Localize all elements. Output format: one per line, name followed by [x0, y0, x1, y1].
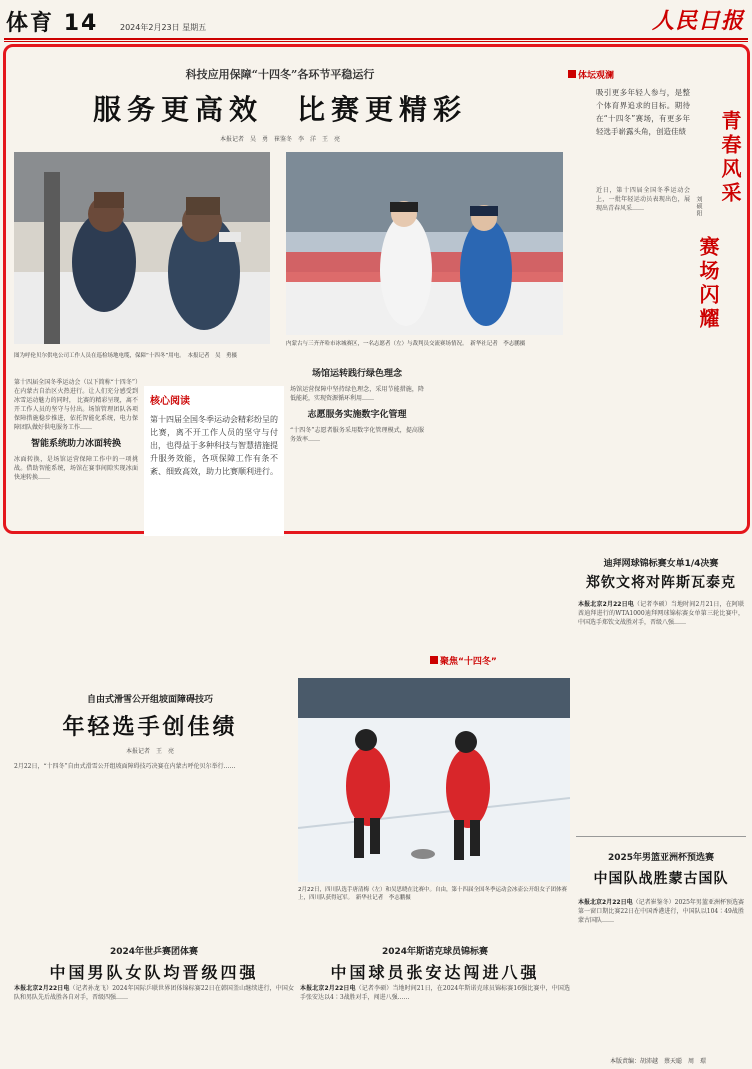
- issue-date: 2024年2月23日 星期五: [120, 23, 207, 32]
- sub-heading-1: 智能系统助力冰面转换: [30, 439, 121, 449]
- main-col-4: [430, 362, 564, 652]
- tennis-text: （记者李硕）当地时间2月21日，在阿联酋迪拜进行的WTA1000迪拜网球锦标赛女单第三轮比赛中，中国选手郑钦文战胜对手，晋级八强……: [578, 601, 744, 626]
- sub-heading-3: 志愿服务实施数字化管理: [307, 410, 407, 420]
- basketball-headline: 中国队战胜蒙古国队: [593, 871, 729, 887]
- main-col-1-body: 比赛的精彩呈现，离不开工作人员的坚守与付出。场馆管理团队各项保障措施稳步推进，依托智能化系统，电力保障团队做好供电服务工作……: [14, 397, 138, 431]
- photo2-caption: 内蒙古与三齐齐哈市冰城赛区，一名志愿者（左）与裁判员交流赛场情况。 新华社记者 李志鹏摄: [286, 341, 526, 347]
- footer-editors: 本版责编：胡沛越 蔡天聪 周 璟: [610, 1058, 707, 1065]
- sidebar-vertical-title-1: 青春风采: [718, 110, 742, 206]
- header-rule-thin: [4, 41, 748, 42]
- focus-byline: 本报记者 王 亮: [125, 748, 174, 755]
- photo-volunteer-referee: [286, 152, 563, 335]
- main-col-4-body: “十四冬”志愿者服务采用数字化管理模式，提高服务效率……: [290, 427, 424, 443]
- table-tennis-kicker: 2024年世乒赛团体赛: [109, 947, 199, 957]
- tennis-kicker: 迪拜网球锦标赛女单1/4决赛: [603, 559, 719, 569]
- sidebar-marker-icon: [568, 70, 576, 78]
- basketball-dateline: 本报北京2月22日电: [578, 899, 633, 906]
- tennis-body: [578, 600, 744, 830]
- sidebar-body: 近日，第十四届全国冬季运动会上，一批年轻运动员表现出色，展现出青春风采……: [596, 187, 690, 212]
- main-kicker: 科技应用保障“十四冬”各环节平稳运行: [185, 68, 375, 81]
- sidebar-author: 刘硕阳: [695, 196, 702, 217]
- core-reading-title: 核心阅读: [150, 396, 190, 407]
- main-col-2-body: 冰面转换，是场馆运营保障工作中的一项挑战。借助智能系统，场馆在赛事间隙实现冰面快速转换……: [14, 456, 138, 481]
- main-col-3-body: 场馆运营保障中坚持绿色理念，采用节能措施，降低能耗，实现资源循环利用……: [290, 386, 424, 402]
- divider: [576, 836, 746, 837]
- focus-kicker: 自由式滑雪公开组坡面障碍技巧: [86, 695, 213, 705]
- main-col-3: [290, 362, 424, 652]
- main-col-1-intro: 第十四届全国冬季运动会（以下简称“十四冬”）在内蒙古自治区火热进行。让人们充分感受到冰雪运动魅力的同时，: [14, 379, 138, 404]
- header-rule: [4, 38, 748, 40]
- sidebar-column-name: 体坛观澜: [568, 68, 614, 81]
- snooker-kicker: 2024年斯诺克球员锦标赛: [381, 947, 489, 957]
- photo1-caption: 图为呼伦贝尔供电公司工作人员在巡检场地电缆，保障“十四冬”用电。 本报记者 吴 勇摄: [14, 353, 237, 359]
- photo3-caption: 2月22日，四川队选手唐清梅（左）和吴思晓在比赛中。自由，第十四届全国冬季运动会冰壶公开组女子团体赛上，四川队获得冠军。 新华社记者 李志鹏摄: [298, 887, 568, 901]
- main-col-1: [14, 378, 138, 628]
- focus-headline: 年轻选手创佳绩: [62, 715, 238, 740]
- basketball-kicker: 2025年男篮亚洲杯预选赛: [607, 853, 715, 863]
- main-headline: 服务更高效 比赛更精彩: [92, 93, 467, 126]
- snooker-body: [300, 984, 570, 1064]
- basketball-body: [578, 898, 744, 1048]
- snooker-headline: 中国球员张安达闯进八强: [330, 963, 540, 982]
- basketball-text: （记者崔鉴冬）2025年男篮亚洲杯预选赛第一窗口期比赛22日在中国香港进行，中国队以104∶49战胜蒙古国队……: [578, 899, 744, 924]
- snooker-dateline: 本报北京2月22日电: [300, 985, 356, 992]
- photo-power-workers: [14, 152, 270, 344]
- newspaper-logo: 人民日报: [651, 8, 744, 34]
- main-byline: 本报记者 吴 勇 崔鉴冬 李 洋 王 亮: [219, 136, 340, 143]
- tennis-headline: 郑钦文将对阵斯瓦泰克: [586, 575, 736, 591]
- core-reading-box: [144, 386, 284, 536]
- focus-column-name: 聚焦“十四冬”: [430, 654, 497, 667]
- table-tennis-headline: 中国男队女队均晋级四强: [49, 963, 259, 982]
- focus-marker-icon: [430, 656, 438, 664]
- table-tennis-dateline: 本报北京2月22日电: [14, 985, 70, 992]
- snooker-text: （记者李硕）当地时间21日，在2024年斯诺克球员锦标赛16强比赛中，中国选手张安达以4∶3战胜对手，闯进八强……: [300, 985, 570, 1001]
- table-tennis-body: [14, 984, 294, 1064]
- table-tennis-text: （记者孙龙飞）2024年国际乒联世界团体锦标赛22日在韩国釜山继续进行，中国女队和男队先后战胜各自对手，晋级四强……: [14, 985, 294, 1001]
- section-title: 体育 14: [6, 11, 99, 36]
- sidebar-intro: 吸引更多年轻人参与，是整个体育界追求的目标。期待在“十四冬”赛场，有更多年轻选手崭露头角，创造佳绩: [596, 88, 690, 136]
- sidebar-vertical-title-2: 赛场闪耀: [696, 236, 720, 332]
- tennis-dateline: 本报北京2月22日电: [578, 601, 634, 608]
- focus-body: 2月22日，“十四冬”自由式滑雪公开组坡面障碍技巧决赛在内蒙古呼伦贝尔举行……: [14, 763, 236, 770]
- photo-curling: [298, 678, 570, 882]
- sub-heading-2: 场馆运转践行绿色理念: [311, 369, 402, 379]
- core-reading-text: 第十四届全国冬季运动会精彩纷呈的比赛，离不开工作人员的坚守与付出，也得益于多种科技与智慧措施提升服务效能，各项保障工作有条不紊、细致高效，助力比赛顺利进行。: [150, 415, 278, 476]
